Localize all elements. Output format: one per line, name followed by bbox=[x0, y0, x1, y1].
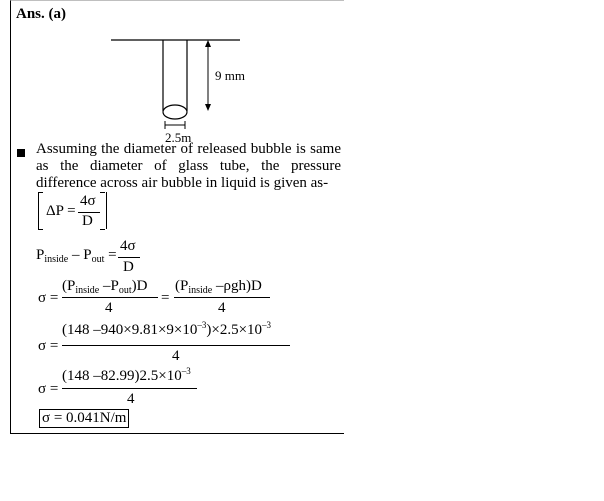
eq1-denominator: D bbox=[82, 213, 93, 229]
eq2-numerator: 4σ bbox=[120, 238, 136, 254]
eq4-numerator: (148 $-940\times 9.81\times 9\times 10^{-3})\times 2.5\times 10^{-3}$ bbox=[62, 320, 272, 338]
height-label: 9 mm bbox=[215, 68, 245, 83]
eq4-denominator: 4 bbox=[172, 348, 180, 364]
bubble-ellipse bbox=[163, 105, 187, 119]
eq2-lhs: $P_{inside} - P_{out}$ = bbox=[36, 247, 117, 265]
eq5-denominator: 4 bbox=[127, 391, 135, 407]
eq3-equals: = bbox=[161, 290, 170, 306]
eq1-lhs: ΔP = bbox=[46, 203, 76, 219]
eq3-denominator-1: 4 bbox=[105, 300, 113, 316]
eq3-lhs: σ = bbox=[38, 290, 59, 306]
answer-heading: Ans. (a) bbox=[16, 6, 67, 22]
eq3-denominator-2: 4 bbox=[218, 300, 226, 316]
eq1-numerator: 4σ bbox=[80, 193, 96, 209]
diameter-label: 2.5m bbox=[165, 130, 192, 145]
eq3-numerator-2: ($P_{inside}$ –ρgh)D bbox=[175, 278, 262, 296]
eq5-lhs: σ = bbox=[38, 381, 59, 397]
final-answer: σ = 0.041N/m bbox=[39, 409, 129, 428]
eq4-lhs: σ = bbox=[38, 338, 59, 354]
bullet-square bbox=[17, 149, 25, 157]
eq5-numerator: (148 $-82.99)2.5\times 10^{-3}$ bbox=[62, 366, 191, 384]
explanation-paragraph: Assuming the diameter of released bubble is same as the diameter of glass tube, the pressure difference across air bubble in liquid is given as- bbox=[36, 141, 341, 191]
eq2-denominator: D bbox=[123, 259, 134, 275]
eq3-numerator-1: ($P_{inside}$ $-P_{out})D$ bbox=[62, 278, 148, 296]
